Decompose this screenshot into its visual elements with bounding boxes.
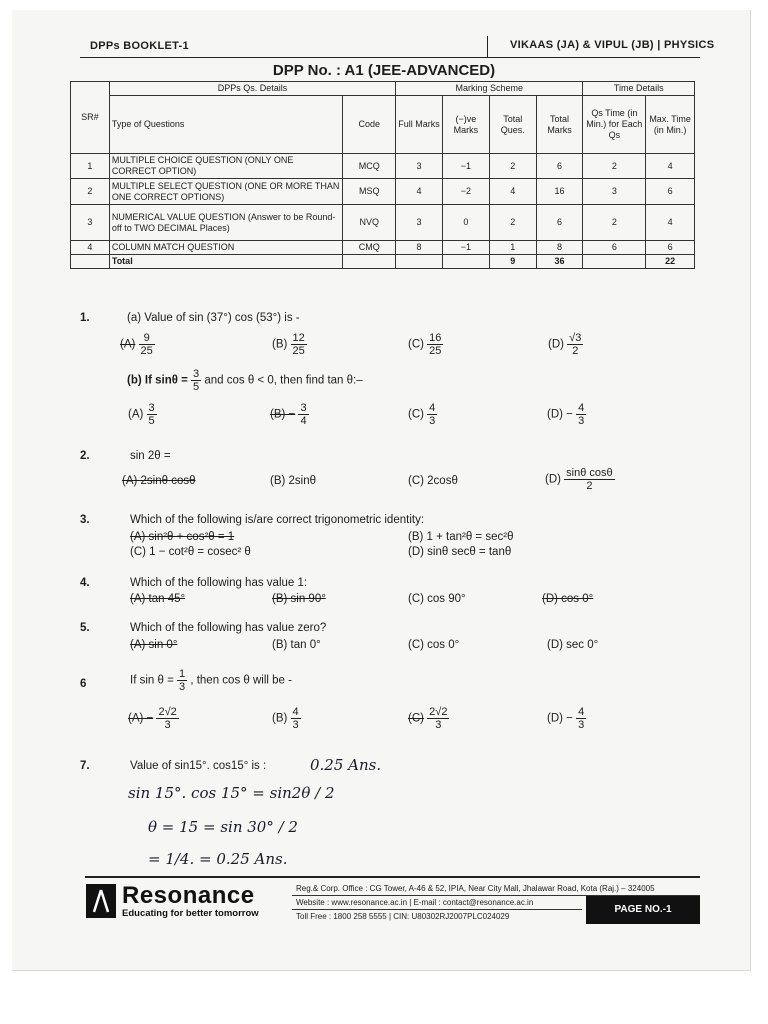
group-time: Time Details bbox=[583, 82, 695, 96]
option-a: (A) sin²θ + cos²θ = 1 bbox=[130, 531, 235, 543]
option-a: (A) $\frac{9}{25}$ bbox=[120, 332, 153, 357]
marking-scheme-table bbox=[70, 81, 695, 269]
question-number: 2. bbox=[80, 450, 90, 462]
option-b: (B) − $\frac{3}{4}$ bbox=[270, 402, 307, 427]
option-d: (D) cos 0° bbox=[542, 593, 594, 605]
footer-website: Website : www.resonance.ac.in | E-mail : contact@resonance.ac.in bbox=[292, 896, 582, 910]
option-c: (C) 1 − cot²θ = cosec² θ bbox=[130, 546, 251, 558]
question-text: If sin θ = $\frac{1}{3}$ , then cos θ will be - bbox=[130, 668, 292, 693]
option-a: (A) − $\frac{2√2}{3}$ bbox=[128, 706, 177, 731]
option-c: (C) $\frac{4}{3}$ bbox=[408, 402, 436, 427]
table-row: 2 MULTIPLE SELECT QUESTION (ONE OR MORE THAN ONE CORRECT OPTIONS) MSQ 4 −2 4 16 3 6 bbox=[71, 179, 695, 205]
question-text: Which of the following has value 1: bbox=[130, 577, 308, 589]
question-number: 6 bbox=[80, 678, 87, 690]
question-number: 3. bbox=[80, 514, 90, 526]
dpp-title: DPP No. : A1 (JEE-ADVANCED) bbox=[272, 62, 496, 79]
col-total-q: Total Ques. bbox=[489, 96, 536, 154]
logo-wordmark: Resonance bbox=[122, 882, 255, 909]
option-a: (A) $\frac{3}{5}$ bbox=[128, 402, 155, 427]
question-text: Which of the following has value zero? bbox=[130, 622, 327, 634]
footer-toll: Toll Free : 1800 258 5555 | CIN: U80302RJ2007PLC024029 bbox=[296, 912, 510, 921]
option-b: (B) 2sinθ bbox=[270, 475, 317, 487]
option-b: (B) $\frac{4}{3}$ bbox=[272, 706, 299, 731]
group-marking: Marking Scheme bbox=[396, 82, 583, 96]
question-number: 5. bbox=[80, 622, 90, 634]
col-full: Full Marks bbox=[396, 96, 443, 154]
question-number: 1. bbox=[80, 312, 90, 324]
logo-mark-icon bbox=[86, 884, 116, 918]
option-b: (B) $\frac{12}{25}$ bbox=[272, 332, 305, 357]
option-c: (C) 2cosθ bbox=[408, 475, 458, 487]
handwritten-step: θ = 15 = sin 30° / 2 bbox=[148, 818, 298, 836]
option-c: (C) $\frac{16}{25}$ bbox=[408, 332, 442, 357]
col-total-m: Total Marks bbox=[536, 96, 583, 154]
option-a: (A) tan 45° bbox=[130, 593, 186, 605]
option-d: (D) sec 0° bbox=[547, 639, 599, 651]
question-number: 7. bbox=[80, 760, 90, 772]
option-b: (B) 1 + tan²θ = sec²θ bbox=[408, 531, 514, 543]
handwritten-step: = 1/4. = 0.25 Ans. bbox=[148, 850, 288, 868]
col-qs-time: Qs Time (in Min.) for Each Qs bbox=[583, 96, 646, 154]
option-a: (A) sin 0° bbox=[130, 639, 178, 651]
col-type: Type of Questions bbox=[109, 96, 342, 154]
logo-tagline: Educating for better tomorrow bbox=[122, 908, 259, 919]
question-text: (b) If sinθ = $\frac{3}{5}$ and cos θ < 0, then find tan θ:– bbox=[127, 368, 363, 393]
col-code: Code bbox=[343, 96, 396, 154]
option-d: (D) − $\frac{4}{3}$ bbox=[547, 402, 585, 427]
table-row: 4 COLUMN MATCH QUESTION CMQ 8 −1 1 8 6 6 bbox=[71, 241, 695, 255]
option-d: (D) − $\frac{4}{3}$ bbox=[547, 706, 585, 731]
table-row: 1 MULTIPLE CHOICE QUESTION (ONLY ONE CORRECT OPTION) MCQ 3 −1 2 6 2 4 bbox=[71, 154, 695, 179]
question-number: 4. bbox=[80, 577, 90, 589]
resonance-logo bbox=[86, 884, 286, 920]
footer-office: Reg.& Corp. Office : CG Tower, A-46 & 52, IPIA, Near City Mall, Jhalawar Road, Kota (Raj.) – 324005 bbox=[292, 882, 700, 896]
option-d: (D) sinθ secθ = tanθ bbox=[408, 546, 512, 558]
table-total-row: Total 9 36 22 bbox=[71, 255, 695, 269]
handwritten-step: sin 15°. cos 15° = sin2θ / 2 bbox=[128, 784, 335, 802]
question-text: Which of the following is/are correct trigonometric identity: bbox=[130, 514, 425, 526]
header-divider bbox=[487, 36, 488, 58]
col-neg: (−)ve Marks bbox=[442, 96, 489, 154]
option-c: (C) cos 0° bbox=[408, 639, 460, 651]
option-d: (D) $\frac{\text{sinθ cosθ}}{2}$ bbox=[545, 467, 613, 492]
course-label: VIKAAS (JA) & VIPUL (JB) | PHYSICS bbox=[510, 39, 715, 51]
handwritten-answer: 0.25 Ans. bbox=[310, 756, 382, 774]
booklet-label: DPPs BOOKLET-1 bbox=[90, 40, 189, 52]
question-text: Value of sin15°. cos15° is : bbox=[130, 760, 267, 772]
question-text: (a) Value of sin (37°) cos (53°) is - bbox=[127, 312, 300, 324]
option-b: (B) sin 90° bbox=[272, 593, 326, 605]
option-c: (C) cos 90° bbox=[408, 593, 466, 605]
footer-rule bbox=[85, 876, 700, 878]
header-rule bbox=[80, 57, 700, 58]
page-number: PAGE NO.-1 bbox=[586, 896, 700, 924]
col-sr: SR# bbox=[71, 82, 110, 154]
col-max-time: Max. Time (in Min.) bbox=[646, 96, 695, 154]
group-details: DPPs Qs. Details bbox=[109, 82, 395, 96]
question-text: sin 2θ = bbox=[130, 450, 171, 462]
option-d: (D) $\frac{√3}{2}$ bbox=[548, 332, 582, 357]
table-row: 3 NUMERICAL VALUE QUESTION (Answer to be Round-off to TWO DECIMAL Places) NVQ 3 0 2 6 2 4 bbox=[71, 205, 695, 241]
option-c: (C) $\frac{2√2}{3}$ bbox=[408, 706, 448, 731]
option-a: (A) 2sinθ cosθ bbox=[122, 475, 196, 487]
option-b: (B) tan 0° bbox=[272, 639, 321, 651]
